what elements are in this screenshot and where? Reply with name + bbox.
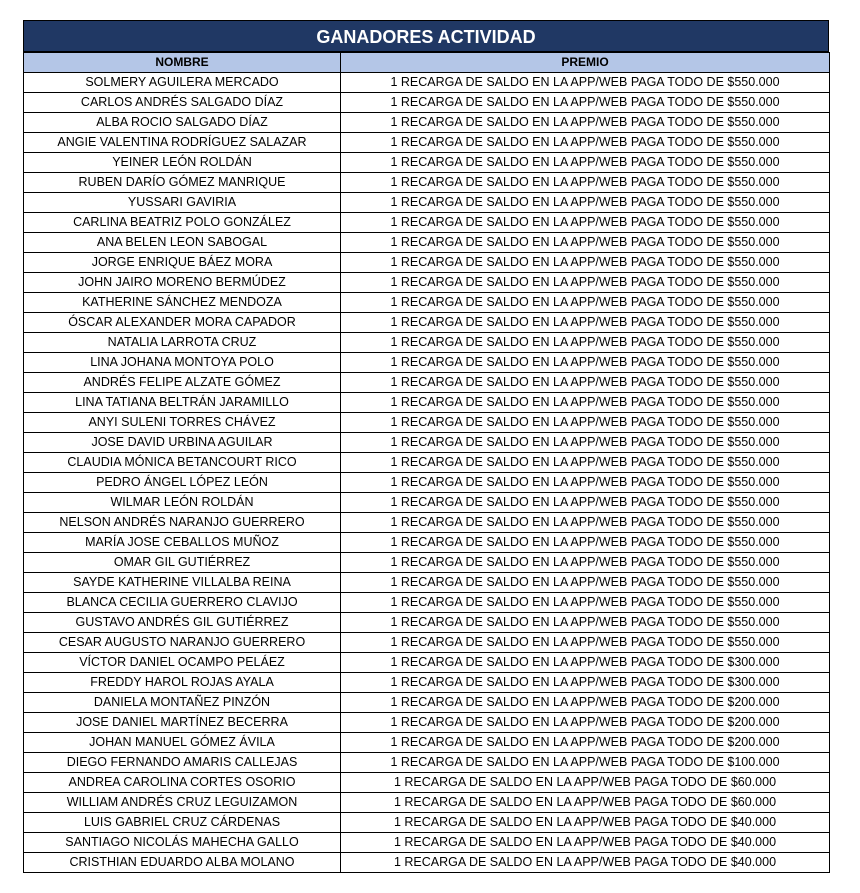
- table-row: [24, 113, 830, 133]
- table-row: [24, 593, 830, 613]
- table-row: [24, 93, 830, 113]
- prize-cell: 1 RECARGA DE SALDO EN LA APP/WEB PAGA TODO DE $550.000: [341, 433, 830, 453]
- winner-name-cell: VÍCTOR DANIEL OCAMPO PELÁEZ: [24, 653, 341, 673]
- prize-cell: 1 RECARGA DE SALDO EN LA APP/WEB PAGA TODO DE $550.000: [341, 273, 830, 293]
- prize-cell: 1 RECARGA DE SALDO EN LA APP/WEB PAGA TODO DE $550.000: [341, 513, 830, 533]
- prize-cell: 1 RECARGA DE SALDO EN LA APP/WEB PAGA TODO DE $550.000: [341, 493, 830, 513]
- winner-name-cell: ANA BELEN LEON SABOGAL: [24, 233, 341, 253]
- prize-cell: 1 RECARGA DE SALDO EN LA APP/WEB PAGA TODO DE $550.000: [341, 413, 830, 433]
- table-row: [24, 193, 830, 213]
- table-row: [24, 853, 830, 873]
- table-header-row: [24, 53, 830, 73]
- prize-cell: 1 RECARGA DE SALDO EN LA APP/WEB PAGA TODO DE $550.000: [341, 473, 830, 493]
- table-row: [24, 393, 830, 413]
- prize-cell: 1 RECARGA DE SALDO EN LA APP/WEB PAGA TODO DE $200.000: [341, 713, 830, 733]
- table-row: [24, 793, 830, 813]
- winner-name-cell: ANYI SULENI TORRES CHÁVEZ: [24, 413, 341, 433]
- prize-cell: 1 RECARGA DE SALDO EN LA APP/WEB PAGA TODO DE $550.000: [341, 293, 830, 313]
- table-row: [24, 413, 830, 433]
- prize-cell: 1 RECARGA DE SALDO EN LA APP/WEB PAGA TODO DE $550.000: [341, 93, 830, 113]
- table-row: [24, 273, 830, 293]
- prize-cell: 1 RECARGA DE SALDO EN LA APP/WEB PAGA TODO DE $40.000: [341, 853, 830, 873]
- prize-cell: 1 RECARGA DE SALDO EN LA APP/WEB PAGA TODO DE $550.000: [341, 633, 830, 653]
- table-row: [24, 693, 830, 713]
- winner-name-cell: JOSE DANIEL MARTÍNEZ BECERRA: [24, 713, 341, 733]
- winners-table: [23, 52, 830, 873]
- winner-name-cell: CARLOS ANDRÉS SALGADO DÍAZ: [24, 93, 341, 113]
- winner-name-cell: CARLINA BEATRIZ POLO GONZÁLEZ: [24, 213, 341, 233]
- table-row: [24, 133, 830, 153]
- table-row: [24, 813, 830, 833]
- prize-cell: 1 RECARGA DE SALDO EN LA APP/WEB PAGA TODO DE $550.000: [341, 353, 830, 373]
- prize-cell: 1 RECARGA DE SALDO EN LA APP/WEB PAGA TODO DE $550.000: [341, 593, 830, 613]
- prize-cell: 1 RECARGA DE SALDO EN LA APP/WEB PAGA TODO DE $40.000: [341, 813, 830, 833]
- prize-cell: 1 RECARGA DE SALDO EN LA APP/WEB PAGA TODO DE $550.000: [341, 333, 830, 353]
- table-row: [24, 773, 830, 793]
- sheet-title: GANADORES ACTIVIDAD: [23, 20, 829, 52]
- winner-name-cell: FREDDY HAROL ROJAS AYALA: [24, 673, 341, 693]
- winner-name-cell: DANIELA MONTAÑEZ PINZÓN: [24, 693, 341, 713]
- column-header-nombre: NOMBRE: [24, 53, 341, 73]
- table-row: [24, 533, 830, 553]
- prize-cell: 1 RECARGA DE SALDO EN LA APP/WEB PAGA TODO DE $40.000: [341, 833, 830, 853]
- table-row: [24, 633, 830, 653]
- prize-cell: 1 RECARGA DE SALDO EN LA APP/WEB PAGA TODO DE $550.000: [341, 373, 830, 393]
- winner-name-cell: ANDRÉS FELIPE ALZATE GÓMEZ: [24, 373, 341, 393]
- table-row: [24, 453, 830, 473]
- winner-name-cell: LUIS GABRIEL CRUZ CÁRDENAS: [24, 813, 341, 833]
- prize-cell: 1 RECARGA DE SALDO EN LA APP/WEB PAGA TODO DE $300.000: [341, 653, 830, 673]
- table-row: [24, 313, 830, 333]
- table-row: [24, 613, 830, 633]
- table-row: [24, 553, 830, 573]
- winner-name-cell: JOSE DAVID URBINA AGUILAR: [24, 433, 341, 453]
- prize-cell: 1 RECARGA DE SALDO EN LA APP/WEB PAGA TODO DE $300.000: [341, 673, 830, 693]
- prize-cell: 1 RECARGA DE SALDO EN LA APP/WEB PAGA TODO DE $550.000: [341, 133, 830, 153]
- winner-name-cell: CESAR AUGUSTO NARANJO GUERRERO: [24, 633, 341, 653]
- winner-name-cell: DIEGO FERNANDO AMARIS CALLEJAS: [24, 753, 341, 773]
- table-row: [24, 653, 830, 673]
- winner-name-cell: ANDREA CAROLINA CORTES OSORIO: [24, 773, 341, 793]
- winner-name-cell: WILLIAM ANDRÉS CRUZ LEGUIZAMON: [24, 793, 341, 813]
- table-row: [24, 713, 830, 733]
- winner-name-cell: NELSON ANDRÉS NARANJO GUERRERO: [24, 513, 341, 533]
- winner-name-cell: MARÍA JOSE CEBALLOS MUÑOZ: [24, 533, 341, 553]
- column-header-premio: PREMIO: [341, 53, 830, 73]
- winner-name-cell: WILMAR LEÓN ROLDÁN: [24, 493, 341, 513]
- table-row: [24, 233, 830, 253]
- winners-sheet: [23, 20, 829, 873]
- winner-name-cell: PEDRO ÁNGEL LÓPEZ LEÓN: [24, 473, 341, 493]
- winner-name-cell: SOLMERY AGUILERA MERCADO: [24, 73, 341, 93]
- winner-name-cell: NATALIA LARROTA CRUZ: [24, 333, 341, 353]
- winner-name-cell: YUSSARI GAVIRIA: [24, 193, 341, 213]
- prize-cell: 1 RECARGA DE SALDO EN LA APP/WEB PAGA TODO DE $60.000: [341, 793, 830, 813]
- table-row: [24, 253, 830, 273]
- prize-cell: 1 RECARGA DE SALDO EN LA APP/WEB PAGA TODO DE $550.000: [341, 253, 830, 273]
- table-row: [24, 293, 830, 313]
- prize-cell: 1 RECARGA DE SALDO EN LA APP/WEB PAGA TODO DE $550.000: [341, 73, 830, 93]
- prize-cell: 1 RECARGA DE SALDO EN LA APP/WEB PAGA TODO DE $550.000: [341, 393, 830, 413]
- table-row: [24, 513, 830, 533]
- table-row: [24, 353, 830, 373]
- table-row: [24, 733, 830, 753]
- table-row: [24, 573, 830, 593]
- prize-cell: 1 RECARGA DE SALDO EN LA APP/WEB PAGA TODO DE $200.000: [341, 733, 830, 753]
- table-row: [24, 73, 830, 93]
- winner-name-cell: ANGIE VALENTINA RODRÍGUEZ SALAZAR: [24, 133, 341, 153]
- table-row: [24, 333, 830, 353]
- prize-cell: 1 RECARGA DE SALDO EN LA APP/WEB PAGA TODO DE $550.000: [341, 553, 830, 573]
- winner-name-cell: OMAR GIL GUTIÉRREZ: [24, 553, 341, 573]
- winner-name-cell: CLAUDIA MÓNICA BETANCOURT RICO: [24, 453, 341, 473]
- winner-name-cell: ÓSCAR ALEXANDER MORA CAPADOR: [24, 313, 341, 333]
- winner-name-cell: LINA JOHANA MONTOYA POLO: [24, 353, 341, 373]
- table-row: [24, 213, 830, 233]
- prize-cell: 1 RECARGA DE SALDO EN LA APP/WEB PAGA TODO DE $550.000: [341, 153, 830, 173]
- table-row: [24, 493, 830, 513]
- prize-cell: 1 RECARGA DE SALDO EN LA APP/WEB PAGA TODO DE $60.000: [341, 773, 830, 793]
- prize-cell: 1 RECARGA DE SALDO EN LA APP/WEB PAGA TODO DE $550.000: [341, 453, 830, 473]
- table-row: [24, 173, 830, 193]
- winner-name-cell: GUSTAVO ANDRÉS GIL GUTIÉRREZ: [24, 613, 341, 633]
- table-row: [24, 753, 830, 773]
- table-body: [24, 73, 830, 873]
- winner-name-cell: LINA TATIANA BELTRÁN JARAMILLO: [24, 393, 341, 413]
- prize-cell: 1 RECARGA DE SALDO EN LA APP/WEB PAGA TODO DE $550.000: [341, 173, 830, 193]
- winner-name-cell: BLANCA CECILIA GUERRERO CLAVIJO: [24, 593, 341, 613]
- winner-name-cell: SANTIAGO NICOLÁS MAHECHA GALLO: [24, 833, 341, 853]
- table-row: [24, 473, 830, 493]
- prize-cell: 1 RECARGA DE SALDO EN LA APP/WEB PAGA TODO DE $550.000: [341, 113, 830, 133]
- prize-cell: 1 RECARGA DE SALDO EN LA APP/WEB PAGA TODO DE $550.000: [341, 533, 830, 553]
- winner-name-cell: SAYDE KATHERINE VILLALBA REINA: [24, 573, 341, 593]
- winner-name-cell: CRISTHIAN EDUARDO ALBA MOLANO: [24, 853, 341, 873]
- prize-cell: 1 RECARGA DE SALDO EN LA APP/WEB PAGA TODO DE $550.000: [341, 313, 830, 333]
- winner-name-cell: ALBA ROCIO SALGADO DÍAZ: [24, 113, 341, 133]
- table-row: [24, 373, 830, 393]
- prize-cell: 1 RECARGA DE SALDO EN LA APP/WEB PAGA TODO DE $550.000: [341, 233, 830, 253]
- prize-cell: 1 RECARGA DE SALDO EN LA APP/WEB PAGA TODO DE $100.000: [341, 753, 830, 773]
- prize-cell: 1 RECARGA DE SALDO EN LA APP/WEB PAGA TODO DE $550.000: [341, 193, 830, 213]
- prize-cell: 1 RECARGA DE SALDO EN LA APP/WEB PAGA TODO DE $550.000: [341, 573, 830, 593]
- winner-name-cell: KATHERINE SÁNCHEZ MENDOZA: [24, 293, 341, 313]
- winner-name-cell: JOHAN MANUEL GÓMEZ ÁVILA: [24, 733, 341, 753]
- table-row: [24, 433, 830, 453]
- prize-cell: 1 RECARGA DE SALDO EN LA APP/WEB PAGA TODO DE $200.000: [341, 693, 830, 713]
- prize-cell: 1 RECARGA DE SALDO EN LA APP/WEB PAGA TODO DE $550.000: [341, 613, 830, 633]
- prize-cell: 1 RECARGA DE SALDO EN LA APP/WEB PAGA TODO DE $550.000: [341, 213, 830, 233]
- winner-name-cell: JORGE ENRIQUE BÁEZ MORA: [24, 253, 341, 273]
- table-row: [24, 153, 830, 173]
- table-row: [24, 673, 830, 693]
- winner-name-cell: YEINER LEÓN ROLDÁN: [24, 153, 341, 173]
- winner-name-cell: RUBEN DARÍO GÓMEZ MANRIQUE: [24, 173, 341, 193]
- table-row: [24, 833, 830, 853]
- winner-name-cell: JOHN JAIRO MORENO BERMÚDEZ: [24, 273, 341, 293]
